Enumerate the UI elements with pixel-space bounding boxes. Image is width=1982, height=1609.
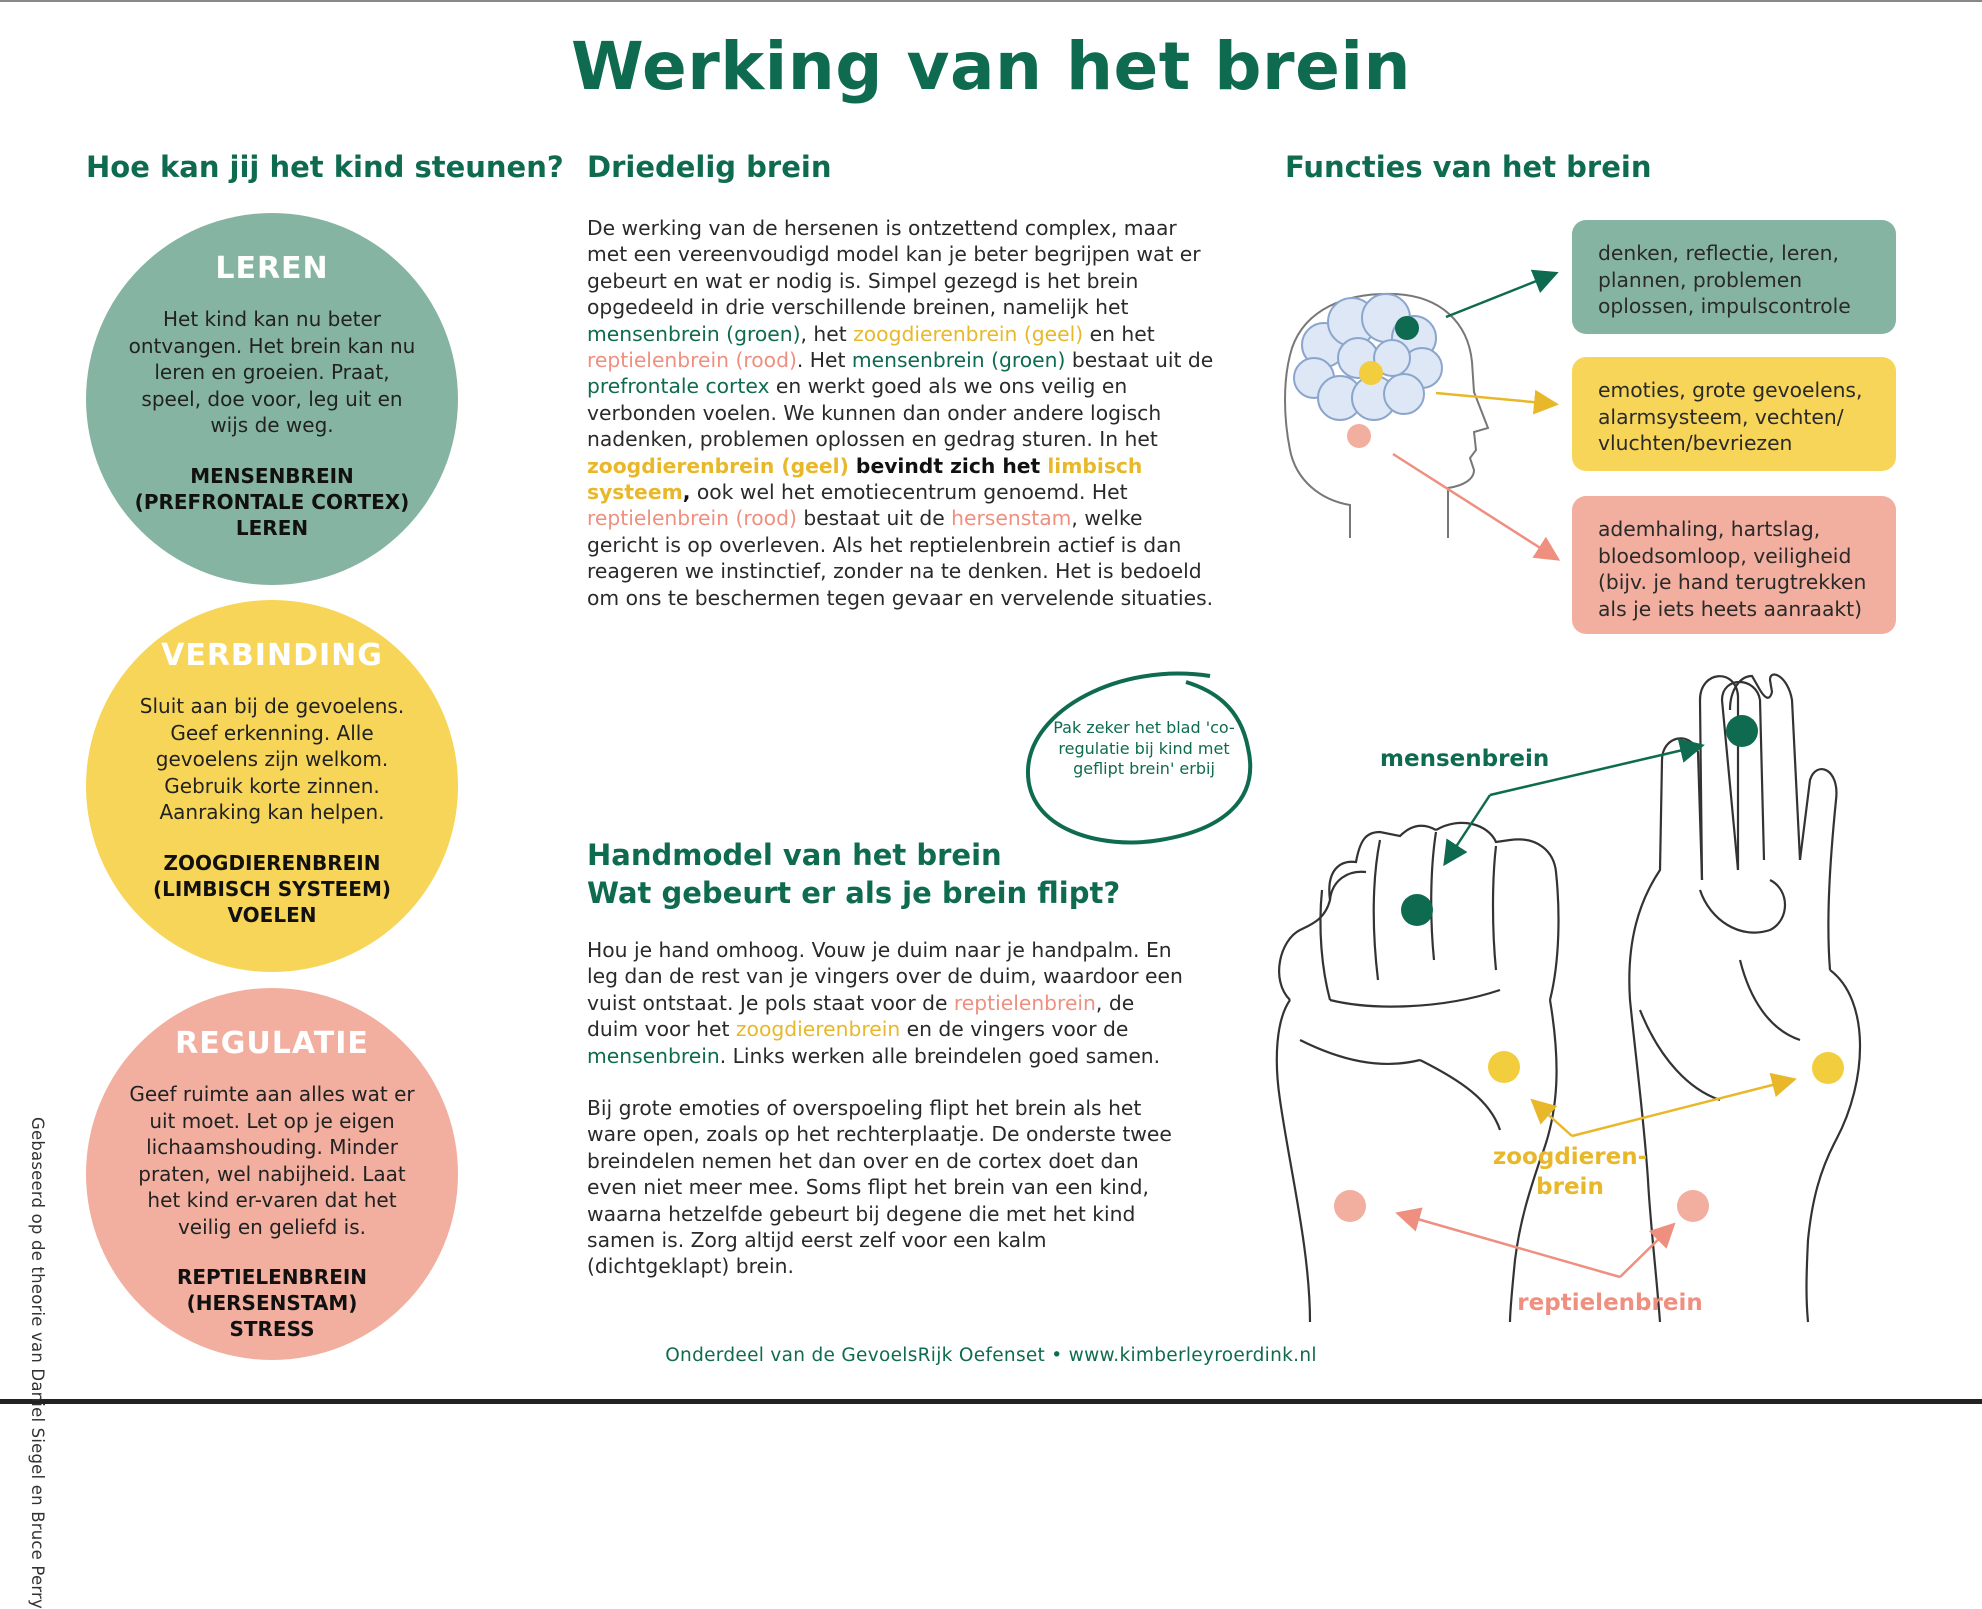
circle-footer-line: ZOOGDIERENBREIN [163, 850, 381, 875]
open-hand-illustration [1629, 674, 1860, 1322]
head-illustration [1285, 294, 1488, 538]
label-reptielenbrein: reptielenbrein [1517, 1290, 1703, 1316]
circle-footer-line: REPTIELENBREIN [176, 1265, 368, 1289]
label-zoog-line1: zoogdieren- [1492, 1144, 1648, 1170]
zoog-arrow-right [1572, 1080, 1792, 1136]
function-box-reptielenbrein: ademhaling, hartslag, bloedsomloop, veiligheid (bijv. je hand terugtrekken als je iets heets aanraakt) [1572, 496, 1896, 634]
label-zoog-line2: brein [1536, 1174, 1604, 1200]
handmodel-heading-line2: Wat gebeurt er als je brein flipt? [587, 876, 1121, 910]
handmodel-paragraph-2: Bij grote emoties of overspoeling flipt het brein als het ware open, zoals op het rechterplaatje. De onderste twee breindelen nemen het dan over en de cortex doet dan even niet meer mee. Soms flipt het brein van een kind, waarna hetzelfde gebeurt bij degene die met het kind samen is. Zorg altijd eerst zelf voor een kalm (dichtgeklapt) brein. [587, 1096, 1172, 1279]
driedelig-heading: Driedelig brein [587, 150, 832, 184]
arrow-green [1446, 274, 1554, 317]
circle-footer-line: VOELEN [227, 902, 317, 927]
circle-footer-line: (LIMBISCH SYSTEEM) [153, 876, 391, 901]
circle-footer-line: (PREFRONTALE CORTEX) [134, 489, 410, 514]
circle-text: Het kind kan nu beter ontvangen. Het brein kan nu leren en groeien. Praat, speel, doe voor, leg uit en wijs de weg. [128, 307, 416, 437]
side-credit: Gebaseerd op de theorie van Daniel Siegel en Bruce Perry [28, 1117, 47, 1609]
page-title: Werking van het brein [571, 28, 1411, 105]
circle-footer-line: MENSENBREIN [190, 463, 354, 488]
note-text: Pak zeker het blad 'co-regulatie bij kind met geflipt brein' erbij [1053, 718, 1235, 778]
circle-text: Sluit aan bij de gevoelens. Geef erkenning. Alle gevoelens zijn welkom. Gebruik korte zinnen. Aanraking kan helpen. [139, 694, 405, 824]
driedelig-paragraph: De werking van de hersenen is ontzettend complex, maar met een vereenvoudigd model kan je beter begrijpen wat er gebeurt en wat er nodig is. Simpel gezegd is het brein opgedeeld in drie verschillende breinen, namelijk het mensenbrein (groen), het zoogdierenbrein (geel) en het reptielenbrein (rood). Het mensenbrein (groen) bestaat uit de prefrontale cortex en werkt goed als we ons veilig en verbonden voelen. We kunnen dan onder andere logisch nadenken, problemen oplossen en gedrag sturen. In het zoogdierenbrein (geel) bevindt zich het limbisch systeem, ook wel het emotiecentrum genoemd. Het reptielenbrein (rood) bestaat uit de hersenstam, welke gericht is op overleven. Als het reptielenbrein actief is dan reageren we instinctief, zonder na te denken. Het is bedoeld om ons te beschermen tegen gevaar en vervelende situaties. [587, 216, 1214, 610]
function-box-mensenbrein: denken, reflectie, leren, plannen, problemen oplossen, impulscontrole [1572, 220, 1896, 334]
circle-title: REGULATIE [175, 1026, 369, 1061]
circle-footer-line: (HERSENSTAM) [186, 1291, 358, 1315]
reptiel-arrow-right [1620, 1226, 1672, 1277]
circle-title: VERBINDING [161, 638, 383, 673]
circle-text: Geef ruimte aan alles wat er uit moet. Let op je eigen lichaamshouding. Minder praten, wel nabijheid. Laat het kind er-varen dat het veilig en geliefd is. [129, 1082, 415, 1239]
arrow-yellow [1436, 393, 1554, 404]
circle-title: LEREN [215, 251, 329, 286]
circle-footer-line: LEREN [235, 515, 309, 540]
circle-footer-line: STRESS [229, 1317, 315, 1341]
function-box-zoogdierenbrein: emoties, grote gevoelens, alarmsysteem, vechten/ vluchten/bevriezen [1572, 357, 1896, 471]
handmodel-heading-line1: Handmodel van het brein [587, 838, 1002, 872]
footer: Onderdeel van de GevoelsRijk Oefenset • www.kimberleyroerdink.nl [665, 1345, 1317, 1366]
reptiel-arrow-left [1400, 1214, 1620, 1277]
support-heading: Hoe kan jij het kind steunen? [86, 150, 564, 184]
functies-heading: Functies van het brein [1285, 150, 1652, 184]
label-mensenbrein: mensenbrein [1380, 746, 1550, 772]
label-zoogdierenbrein [1490, 1142, 1650, 1202]
handmodel-paragraph-1: Hou je hand omhoog. Vouw je duim naar je handpalm. En leg dan de rest van je vingers over de duim, waardoor een vuist ontstaat. Je pols staat voor de reptielenbrein, de duim voor het zoogdierenbrein en de vingers voor de mensenbrein. Links werken alle breindelen goed samen. [587, 938, 1183, 1068]
